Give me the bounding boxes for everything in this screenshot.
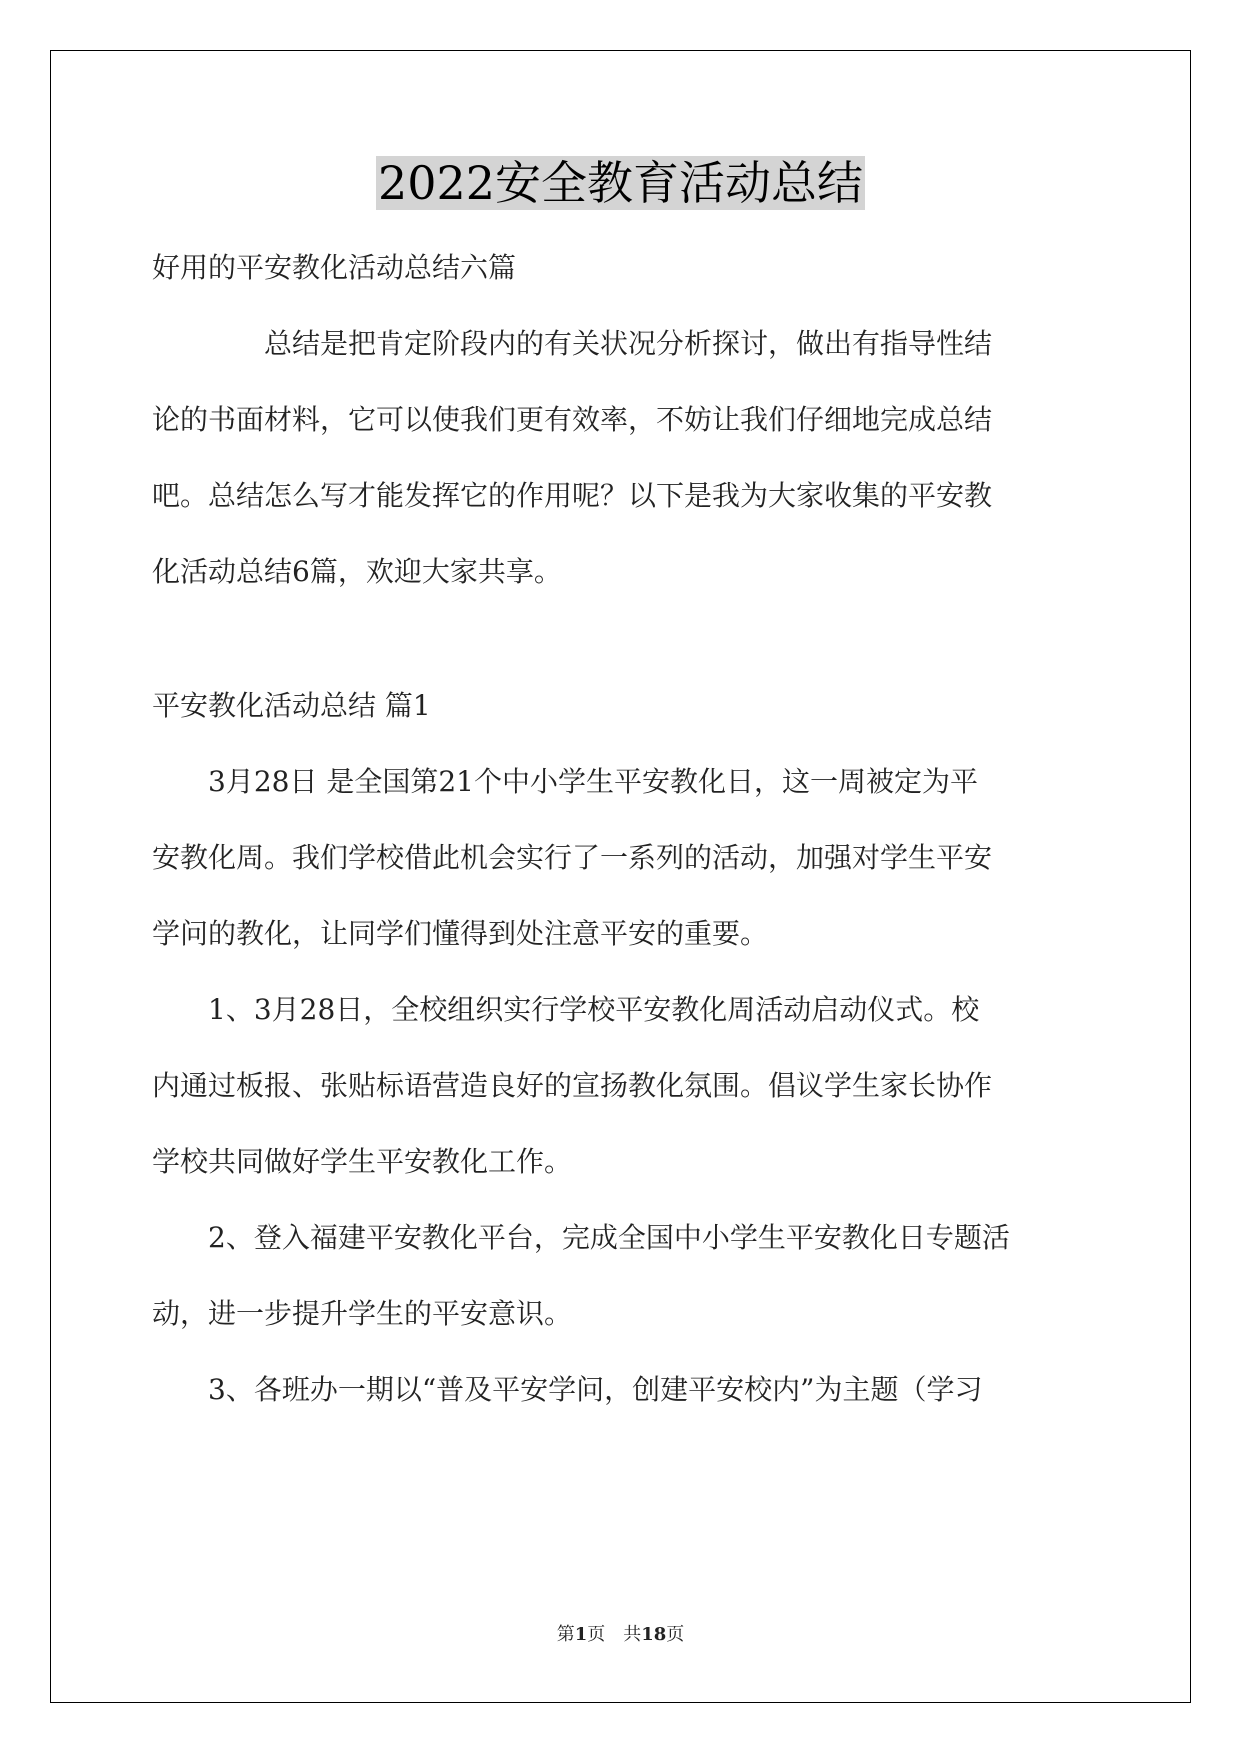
intro-line: 论的书面材料，它可以使我们更有效率，不妨让我们仔细地完成总结 <box>152 403 993 436</box>
page-footer <box>0 1620 1241 1646</box>
paragraph-gap <box>152 610 1088 668</box>
body-line: 3月28日 是全国第21个中小学生平安教化日，这一周被定为平 <box>208 765 978 798</box>
body-line: 学问的教化，让同学们懂得到处注意平安的重要。 <box>152 917 769 950</box>
intro-line: 总结是把肯定阶段内的有关状况分析探讨，做出有指导性结 <box>264 327 993 360</box>
document-title-text: 2022安全教育活动总结 <box>377 156 864 210</box>
body-line: 动，进一步提升学生的平安意识。 <box>152 1297 573 1330</box>
body-line: 2、登入福建平安教化平台，完成全国中小学生平安教化日专题活 <box>208 1221 1010 1254</box>
document-body <box>152 230 1088 1428</box>
section-heading: 平安教化活动总结 篇1 <box>152 689 431 722</box>
intro-line: 吧。总结怎么写才能发挥它的作用呢？以下是我为大家收集的平安教 <box>152 479 993 512</box>
body-line: 3、各班办一期以“普及平安学问，创建平安校内”为主题（学习 <box>208 1373 983 1406</box>
page-mid: 页 共 <box>587 1624 642 1645</box>
subtitle: 好用的平安教化活动总结六篇 <box>152 251 517 284</box>
body-line: 安教化周。我们学校借此机会实行了一系列的活动，加强对学生平安 <box>152 841 993 874</box>
body-line: 内通过板报、张贴标语营造良好的宣扬教化氛围。倡议学生家长协作 <box>152 1069 993 1102</box>
page-prefix: 第 <box>556 1624 575 1645</box>
document-title <box>0 150 1241 216</box>
body-line: 1、3月28日，全校组织实行学校平安教化周活动启动仪式。校 <box>208 993 980 1026</box>
page-suffix: 页 <box>666 1624 685 1645</box>
intro-line: 化活动总结6篇，欢迎大家共享。 <box>152 555 562 588</box>
page-total: 18 <box>641 1624 667 1645</box>
body-line: 学校共同做好学生平安教化工作。 <box>152 1145 573 1178</box>
page-number: 1 <box>574 1624 588 1645</box>
